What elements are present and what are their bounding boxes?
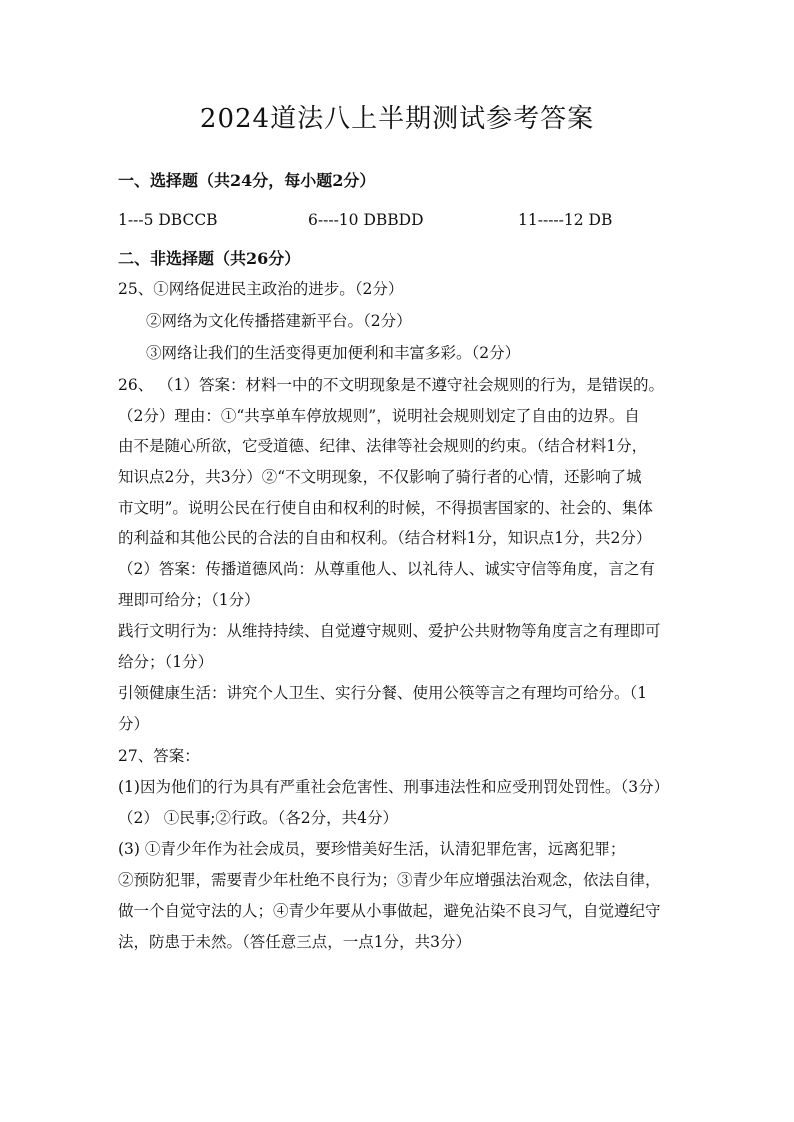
section1-heading: 一、选择题（共24分，每小题2分）	[118, 171, 376, 190]
q25-line: 25、①网络促进民主政治的进步。（2分）	[118, 280, 404, 298]
q27-line: 做一个自觉守法的人；④青少年要从小事做起，避免沾染不良习气，自觉遵纪守	[118, 902, 661, 920]
mc-answers-6-10: 6----10 DBBDD	[308, 211, 424, 229]
q27-line: 27、答案：	[118, 747, 200, 765]
q26-line: （2）答案：传播道德风尚：从尊重他人、以礼待人、诚实守信等角度，言之有	[118, 560, 655, 578]
q27-line: 法，防患于未然。（答任意三点，一点1分，共3分）	[118, 933, 471, 951]
q26-line: 的利益和其他公民的合法的自由和权利。（结合材料1分，知识点1分，共2分）	[118, 529, 652, 547]
mc-answers-11-12: 11-----12 DB	[518, 211, 613, 229]
q27-line: （2） ①民事;②行政。（各2分，共4分）	[118, 809, 398, 827]
section2-heading: 二、非选择题（共26分）	[118, 249, 301, 268]
q26-line: （2分）理由：①“共享单车停放规则”，说明社会规则划定了自由的边界。自	[118, 407, 640, 425]
q25-line: ②网络为文化传播搭建新平台。（2分）	[146, 312, 412, 330]
q26-line: 知识点2分，共3分）②“不文明现象，不仅影响了骑行者的心情，还影响了城	[118, 468, 642, 486]
q26-line: 践行文明行为：从维持持续、自觉遵守规则、爱护公共财物等角度言之有理即可	[118, 622, 661, 640]
q27-line: (3) ①青少年作为社会成员，要珍惜美好生活，认清犯罪危害，远离犯罪；	[118, 840, 626, 858]
q26-line: 由不是随心所欲，它受道德、纪律、法律等社会规则的约束。（结合材料1分，	[118, 437, 648, 455]
q26-line: 理即可给分；（1分）	[118, 591, 260, 609]
q26-line: 市文明”。说明公民在行使自由和权利的时候，不得损害国家的、社会的、集体	[118, 499, 653, 517]
mc-answers-1-5: 1---5 DBCCB	[118, 211, 218, 229]
q26-line: 分）	[118, 715, 150, 733]
q26-line: 给分；（1分）	[118, 653, 214, 671]
page-title: 2024道法八上半期测试参考答案	[199, 104, 595, 134]
q27-line: ②预防犯罪，需要青少年杜绝不良行为；③青少年应增强法治观念，依法自律，	[118, 871, 661, 889]
q26-line: 26、 （1）答案：材料一中的不文明现象是不遵守社会规则的行为，是错误的。	[118, 376, 665, 394]
q27-line: (1)因为他们的行为具有严重社会危害性、刑事违法性和应受刑罚处罚性。（3分）	[118, 778, 670, 796]
q25-line: ③网络让我们的生活变得更加便利和丰富多彩。（2分）	[146, 344, 521, 362]
q26-line: 引领健康生活：讲究个人卫生、实行分餐、使用公筷等言之有理均可给分。（1	[118, 684, 648, 702]
